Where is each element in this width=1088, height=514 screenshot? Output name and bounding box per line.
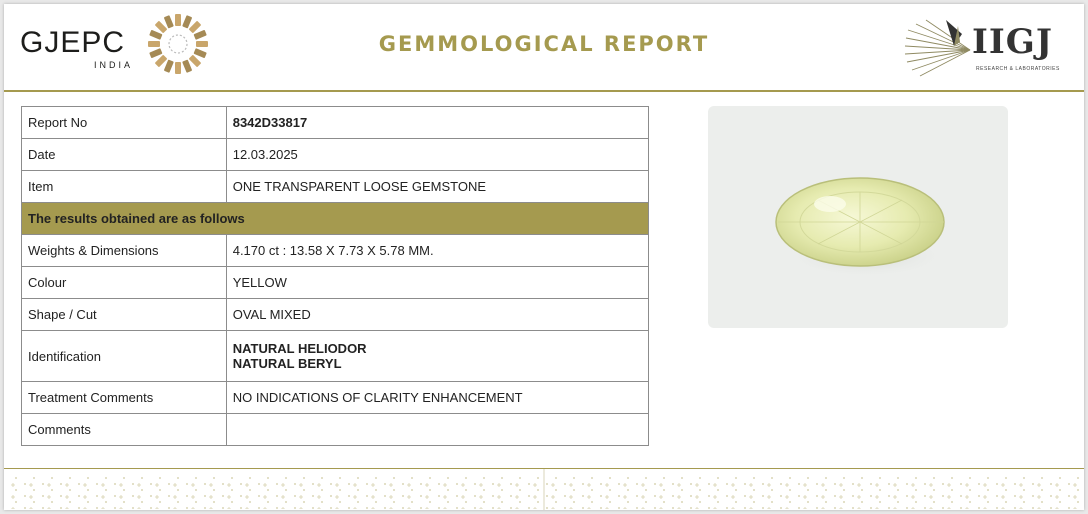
table-row xyxy=(22,299,649,331)
row-label: Identification xyxy=(22,331,227,382)
table-row xyxy=(22,171,649,203)
row-value: 8342D33817 xyxy=(226,107,648,139)
row-label: Shape / Cut xyxy=(22,299,227,331)
row-value: ONE TRANSPARENT LOOSE GEMSTONE xyxy=(226,171,648,203)
row-label: Colour xyxy=(22,267,227,299)
row-label: Treatment Comments xyxy=(22,382,227,414)
row-label: Date xyxy=(22,139,227,171)
section-header-row xyxy=(22,203,649,235)
section-header: The results obtained are as follows xyxy=(22,203,649,235)
table-row xyxy=(22,267,649,299)
row-value: YELLOW xyxy=(226,267,648,299)
table-row xyxy=(22,107,649,139)
gjepc-logo-subtext: INDIA xyxy=(94,60,134,70)
fan-burst-logo-icon xyxy=(902,16,974,80)
iigj-logo-text: IIGJ xyxy=(972,22,1053,62)
identification-line: NATURAL HELIODOR xyxy=(232,341,367,356)
gjepc-logo-text: GJEPC xyxy=(20,26,126,59)
row-label: Comments xyxy=(22,414,227,446)
identification-line: NATURAL BERYL xyxy=(232,356,342,371)
iigj-logo xyxy=(902,12,1074,84)
gem-illustration xyxy=(708,106,1008,328)
report-header xyxy=(4,4,1084,92)
table-row xyxy=(22,382,649,414)
row-value xyxy=(226,414,648,446)
report-table xyxy=(21,106,649,446)
row-label: Report No xyxy=(22,107,227,139)
footer-pattern xyxy=(4,469,1084,510)
row-value: OVAL MIXED xyxy=(226,299,648,331)
table-row xyxy=(22,139,649,171)
table-row xyxy=(22,235,649,267)
row-value: 4.170 ct : 13.58 X 7.73 X 5.78 MM. xyxy=(226,235,648,267)
decorative-footer xyxy=(4,468,1084,510)
report-card xyxy=(4,4,1084,510)
table-row xyxy=(22,414,649,446)
table-row xyxy=(22,331,649,382)
row-label: Item xyxy=(22,171,227,203)
report-title: GEMMOLOGICAL REPORT xyxy=(378,32,710,56)
iigj-logo-subtext: RESEARCH & LABORATORIES xyxy=(976,66,1060,72)
gemstone-photo xyxy=(708,106,1008,328)
row-value: NO INDICATIONS OF CLARITY ENHANCEMENT xyxy=(226,382,648,414)
row-value: 12.03.2025 xyxy=(226,139,648,171)
row-value xyxy=(226,331,648,382)
row-label: Weights & Dimensions xyxy=(22,235,227,267)
